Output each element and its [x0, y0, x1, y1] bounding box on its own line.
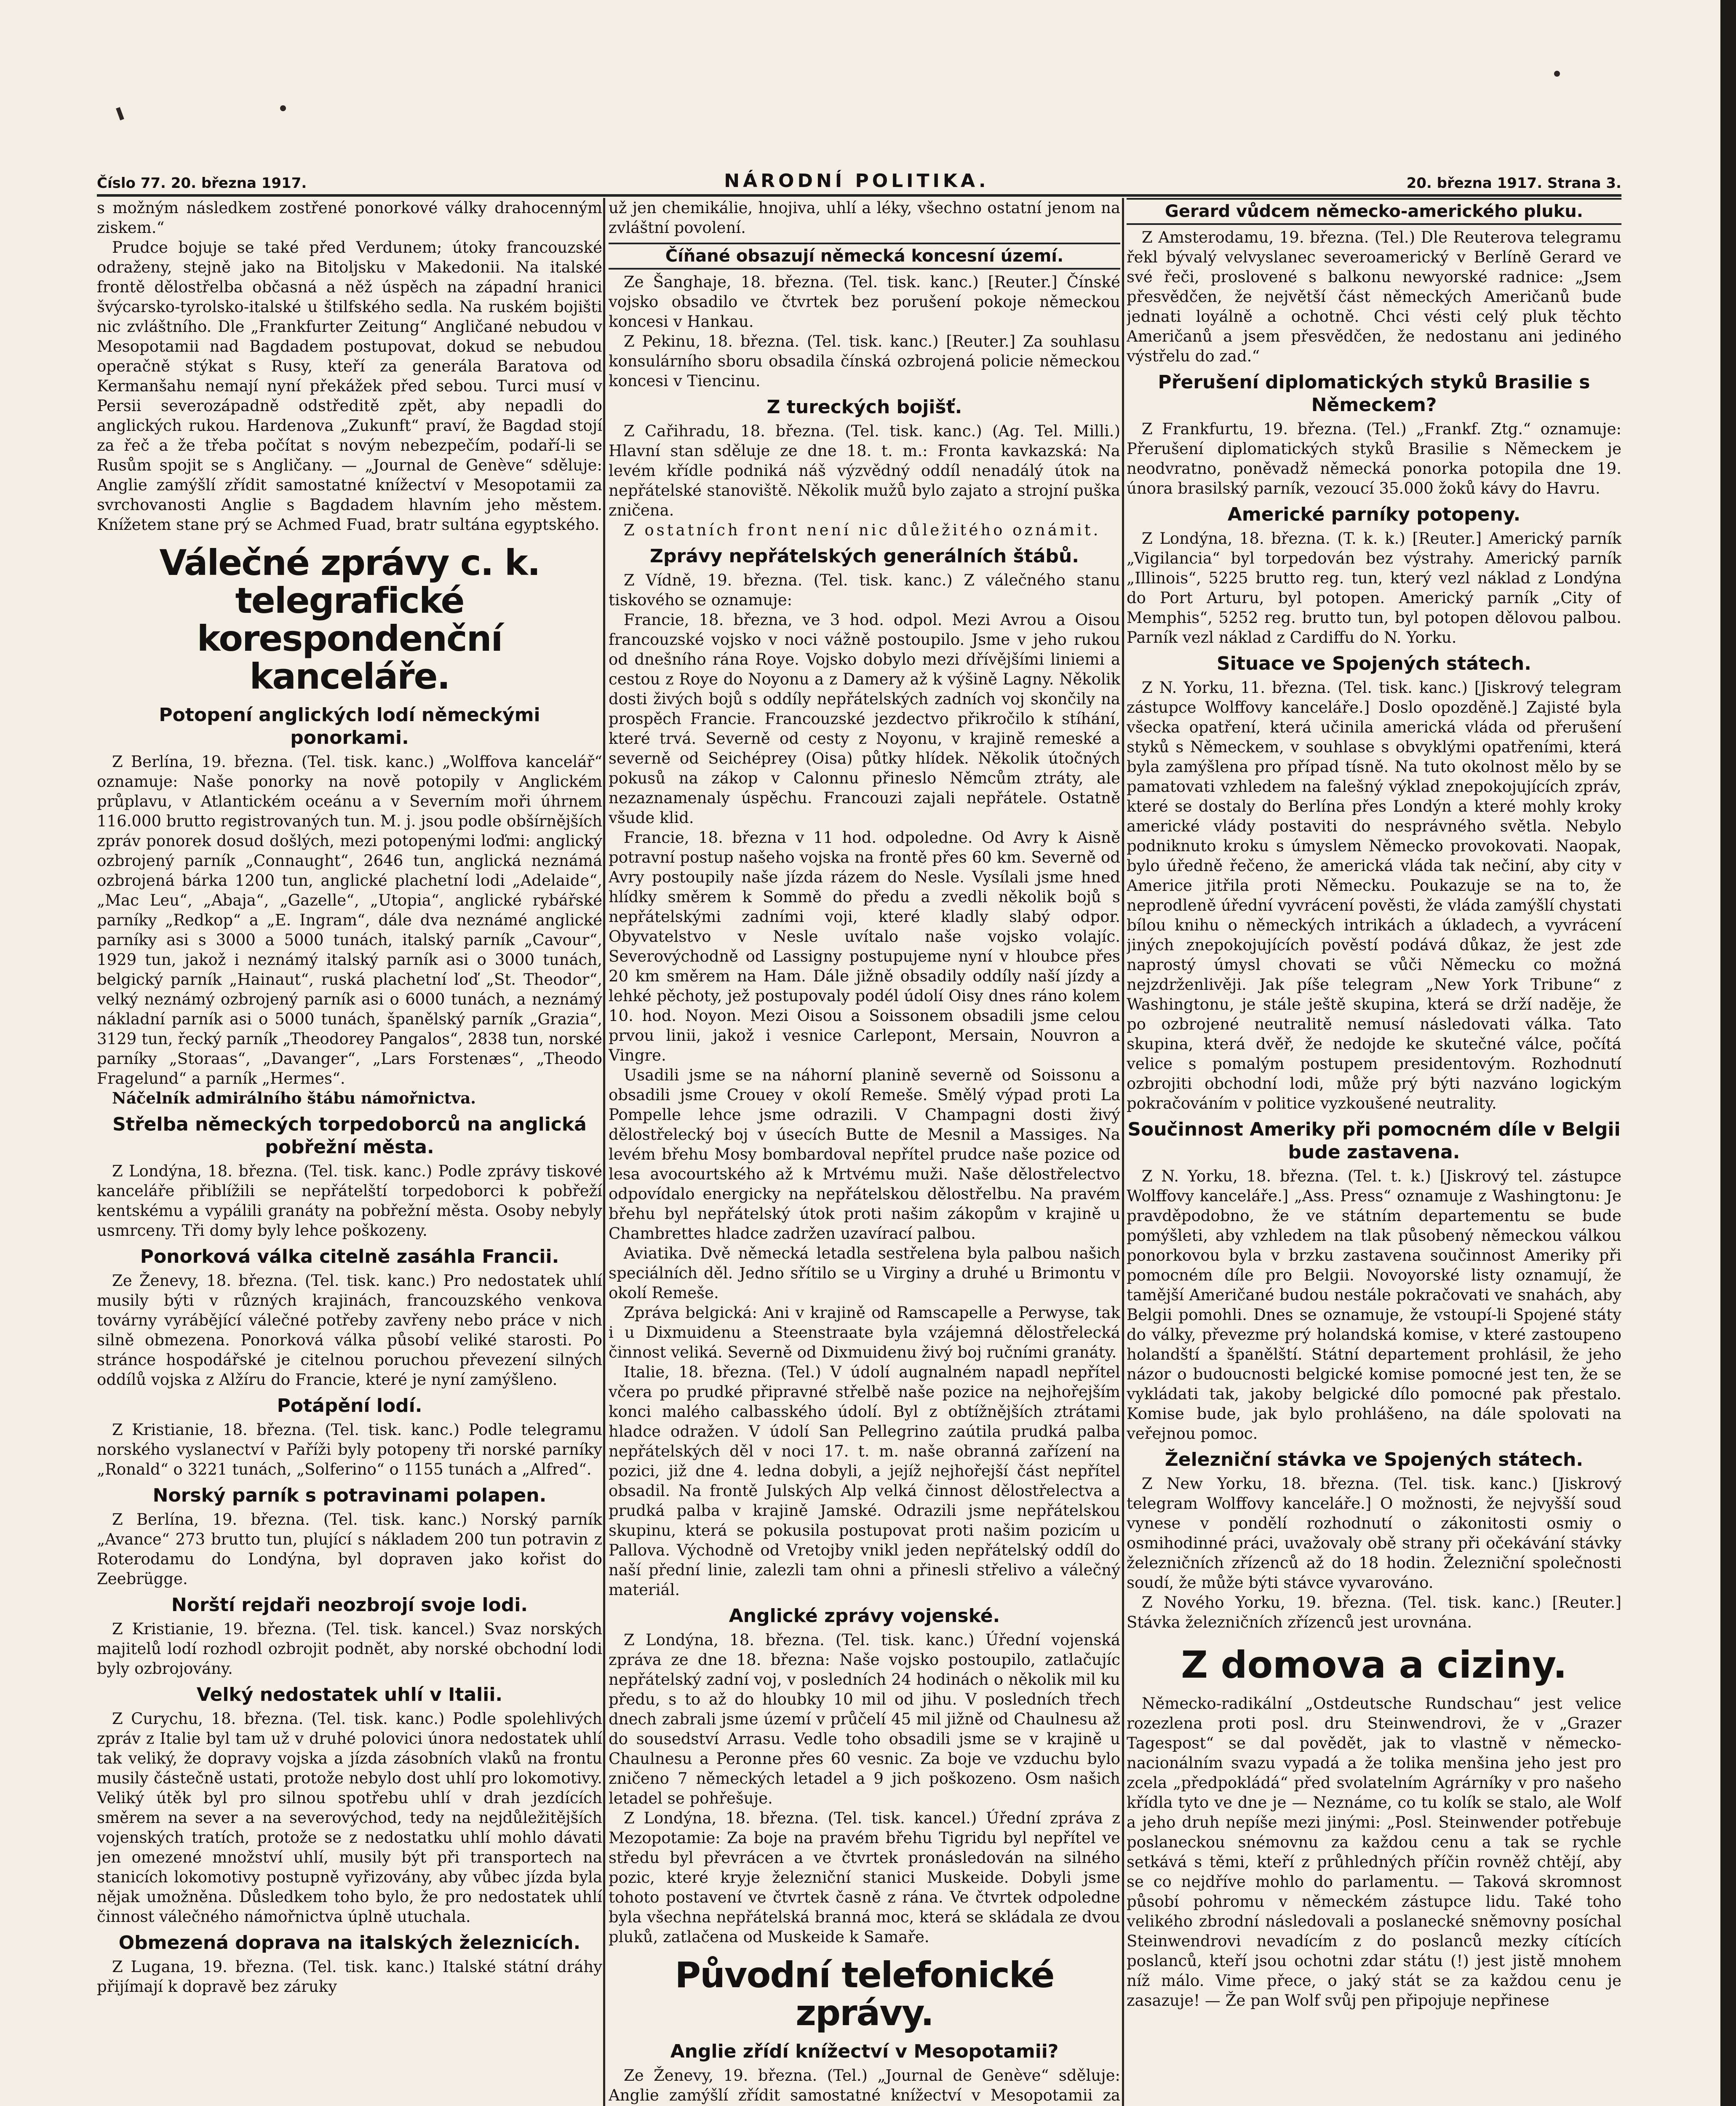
article [609, 2066, 1120, 2106]
article [609, 570, 1120, 1600]
article-heading: Anglické zprávy vojenské. [729, 1605, 1000, 1627]
article [1127, 529, 1621, 647]
paragraph: Z N. Yorku, 18. března. (Tel. t. k.) [Jiskrový tel. zástupce Wolffovy kanceláře.] „Ass. Press“ oznamuje z Washingtonu: Je pravděpodobno, že ve státním departementu se bude pomýšleti, aby vzhledem na tlak působený německou válkou ponorkovou byla v brzku zastavena součinnost Ameriky při pomocném díle pro Belgii. Novoyorské listy oznamují, že tamější Američané budou nestále pokračovati ve snahách, aby Belgii pomohli. Dnes se oznamuje, že vstoupí-li Spojené státy do války, převezme prý holandská komise, v které zastoupeno holandští a španělští. Státní departement prohlásil, že jeho názor o budoucnosti belgické komise pomocné jest ten, že se vykládati tak, jakoby belgické dílo pomocné pak přestalo. Komise bude, jak bylo prohlášeno, na dále spolovati na veřejnou pomoc. [1127, 1167, 1621, 1443]
paragraph: Z Lugana, 19. března. (Tel. tisk. kanc.) Italské státní dráhy přijímají k dopravě bez záruky [97, 1958, 602, 1996]
signature: Náčelník admirálního štábu námořnictva. [112, 1089, 476, 1107]
paragraph: Z Vídně, 19. března. (Tel. tisk. kanc.) Z válečného stanu tiskového se oznamuje: [609, 571, 1120, 609]
article [97, 1420, 602, 1479]
article-heading: Gerard vůdcem německo-amerického pluku. [1127, 198, 1621, 225]
article [97, 1271, 602, 1390]
paragraph: Z Berlína, 19. března. (Tel. tisk. kanc.) „Wolffova kancelář“ oznamuje: Naše ponorky na nově potopily v Anglickém průplavu, v Atlantickém oceánu a v Severním moři úhrnem 116.000 brutto registrovaných tun. M. j. jsou podle obšírnějších zpráv ponorek dosud došlých, mezi potopenými loďmi: anglický ozbrojený parník „Connaught“, 2646 tun, anglická neznámá ozbrojená bárka 1200 tun, anglické plachetní lodi „Adelaide“, „Mac Leu“, „Abaja“, „Gazelle“, „Utopia“, anglické rybářské parníky „Redkop“ a „E. Ingram“, dále dva neznámé anglické parníky asi s 3000 a 5000 tunách, italský parník „Cavour“, 1929 tun, jakož i neznámý italský parník asi o 3000 tunách, belgický parník „Hainaut“, ruská plachetní loď „St. Theodor“, velký neznámý ozbrojený parník asi o 6000 tunách, a neznámý nákladní parník asi o 5000 tunách, španělský parník „Grazia“, 3129 tun, řecký parník „Theodorey Pangalos“, 2838 tun, norské parníky „Storaas“, „Davanger“, „Lars Forstenæs“, „Theodo Fragelund“ a parník „Hermes“. [97, 753, 602, 1088]
masthead [97, 166, 1621, 197]
paragraph: Z New Yorku, 18. března. (Tel. tisk. kanc.) [Jiskrový telegram Wolffovy kanceláře.] O možnosti, že nejvyšší soud vynese v pondělí rozhodnutí o zákonitosti osmiy o osmihodinné práci, uvažovaly obě strany při očekávání stávky železničních zřízenců až do 18 hodin. Železniční společnosti soudí, že může býti stávce vyvarováno. [1127, 1475, 1621, 1592]
paragraph: Z Nového Yorku, 19. března. (Tel. tisk. kanc.) [Reuter.] Stávka železničních zřízenců jest urovnána. [1127, 1593, 1621, 1631]
paragraph: Italie, 18. března. (Tel.) V údolí augnalném napadl nepřítel včera po prudké připravné střelbě naše pozice na nejhořejším konci malého calbasského údolí. Byl z obtížnějších ztrátami hladce odražen. V údolí San Pellegrino zaútila prudká palba nepřátelských děl v noci 17. t. m. naše obranná zařízení na pozici, již dne 4. ledna dobyli, a jejíž nejhořejší část nepřítel obsadil. Na frontě Julských Alp velká činnost dělostřelectva a prudká palba v krajině Jamské. Odrazili jsme nepřátelskou skupinu, která se pokusila postupovat proti našim pozicím u Pallova. Východně od Vretojby vnikl jeden nepřátelský oddíl do naší přední linie, zalezli tam ohni a přinesli střelivo a válečný materiál. [609, 1363, 1120, 1599]
paragraph: Z ostatních front není nic důležitého oznámit. [624, 521, 1101, 539]
section-title: Z domova a ciziny. [1181, 1643, 1567, 1686]
article-heading: Norský parník s potravinami polapen. [152, 1485, 547, 1506]
article [97, 1619, 602, 1678]
article [1127, 1694, 1621, 2010]
paragraph: Prudce bojuje se také před Verdunem; útoky francouzské odraženy, stejně jako na Bitoljsku v Makedonii. Na italské frontě dělostřelba občasná a něž úspěch na západní hranici švýcarsko-tyrolsko-italské u štilfského sedla. Na ruském bojišti nic zvláštního. Dle „Frankfurter Zeitung“ Angličané nebudou v Mesopotamii nad Bagdadem postupovat, dokud se nebudou operačně stýkat s Rusy, kteří za generála Baratova od Kermanšahu nemají nyní překážek před sebou. Turci musí v Persii severozápadně odstředitě zpět, aby nepadli do anglických rukou. Hardenova „Zukunft“ praví, že Bagdad stojí za řeč a že třeba počítat s novým nebezpečím, podaří-li se Rusům spojit se s Angličany. — „Journal de Genève“ sděluje: Anglie zamýšlí zřídit samostatné knížectví v Mesopotamii za svrchovanosti Anglie s Bagdadem hlavním jeho městem. Knížetem stane prý se Achmed Fuad, bratr sultána egyptského. [97, 238, 602, 534]
paragraph: Zpráva belgická: Ani v krajině od Ramscapelle a Perwyse, tak i u Dixmuidenu a Steenstraate byla vzájemná dělostřelecká činnost veliká. Severně od Dixmuidenu živý boj ručními granáty. [609, 1304, 1120, 1361]
masthead-page: 20. března 1917. Strana 3. [1406, 175, 1621, 192]
article-heading: Situace ve Spojených státech. [1217, 653, 1531, 674]
article [1127, 227, 1621, 366]
article-heading: Anglie zřídí knížectví v Mesopotamii? [670, 2041, 1059, 2062]
article [97, 1510, 602, 1589]
paragraph: Francie, 18. března, ve 3 hod. odpol. Mezi Avrou a Oisou francouzské vojsko v noci vážně postoupilo. Jsme v jeho rukou od dnešního rána Roye. Vojsko dobylo mezi dřívějšími liniemi a cestou z Roye do Noyonu a z Damery až k výšině Lagny. Několik dosti živých bojů s oddíly nepřátelských zadních voj skončily na prospěch Francie. Francouzské jezdectvo přikročilo k stíhání, které trvá. Severně od cesty z Noyonu, v krajině remeské a severně od Seichéprey (Oisa) půtky hlídek. Několik útočných pokusů na zákop v Calonnu přineslo Němcům ztráty, ale nezaznamenaly úspěchu. Francouzi zajali nepřátele. Ostatně všude klid. [609, 611, 1120, 827]
article-heading: Velký nedostatek uhlí v Italii. [196, 1684, 503, 1705]
article [609, 1630, 1120, 1947]
article-heading: Střelba německých torpedoborců na anglická pobřežní města. [112, 1114, 587, 1158]
column-2 [609, 198, 1120, 2106]
article-heading: Železniční stávka ve Spojených státech. [1164, 1449, 1584, 1470]
paragraph: už jen chemikálie, hnojiva, uhlí a léky, všechno ostatní jenom na zvláštní povolení. [609, 199, 1120, 237]
paragraph: Německo-radikální „Ostdeutsche Rundschau“ jest velice rozezlena proti posl. dru Steinwendrovi, že v „Grazer Tagespost“ se dal povědět, jak to vlastně v německo-nacionálním svazu vypadá a že tolika menšina jeho jest pro zcela „předpokládá“ před svolatelním Agrárníky v pro našeho křídla tyto ve dne je — Neznáme, co tu kolík se stalo, ale Wolf a jeho druh nepíše mezi jinými: „Posl. Steinwender potřebuje poslaneckou snémovnu za každou cenu a tak se rychle setkává s těmi, kteří z průhledných příčin rovněž chtějí, aby se co nejdříve mohlo do parlamentu. — Taková skromnost působí pohromu v německém zástupce lidu. Také toho velikého zbrodní následovali a poslanecké sněmovny posíchal Steinwendrovi nevadícím z do poslanců mezky cítících poslanců, kteří jsou ochotni zdar státu (!) jest jistě mnohem níž málo. Vime přece, o jaký stát se za každou cenu je zasazuje! — Že pan Wolf svůj pen připojuje nepřinese [1127, 1694, 1621, 2010]
masthead-title: NÁRODNÍ POLITIKA. [724, 170, 989, 192]
page-mark [116, 107, 124, 120]
paragraph: Aviatika. Dvě německá letadla sestřelena byla palbou našich speciálních děl. Jedno sřítilo se u Virginy a druhé u Brimontu v okolí Remeše. [609, 1244, 1120, 1302]
column-rule [603, 198, 605, 2106]
paragraph: Z Londýna, 18. března. (Tel. tisk. kancel.) Úřední zpráva z Mezopotamie: Za boje na pravém břehu Tigridu byl nepřítel ve středu byl převrácen a ve čtvrtek pronásledován na silného pozic, které kryje železniční stanici Muskeide. Dobyli jsme tohoto postavení ve čtvrtek časně z rána. Ve čtvrtek odpoledne byla všechna nepřátelská branná moc, která se skládala ze dvou pluků, zatlačena od Muskeide k Samaře. [609, 1809, 1120, 1946]
article-heading: Číňané obsazují německá koncesní území. [609, 243, 1120, 270]
ink-speck [1554, 71, 1560, 77]
column-rule [1122, 198, 1124, 2106]
column-3 [1127, 198, 1621, 2106]
section-title: Válečné zprávy c. k. telegrafické korespondenční kanceláře. [159, 542, 540, 697]
scan-edge [1720, 0, 1736, 2106]
paragraph: Ze Ženevy, 18. března. (Tel. tisk. kanc.) Pro nedostatek uhlí musily býti v různých krajinách, francouzského venkova továrny vyrábějící válečné potřeby zavřeny nebo práce v nich silně obmezena. Ponorková válka působí veliké starosti. Po stránce hospodářské je citelnou poruchou převezení silných oddílů vojska z Alžíru do Francie, které je nyní zamýšleno. [97, 1272, 602, 1389]
article-heading: Z tureckých bojišť. [767, 396, 962, 418]
paragraph: Z Pekinu, 18. března. (Tel. tisk. kanc.) [Reuter.] Za souhlasu konsulárního sboru obsadila čínská ozbrojená policie německou koncesi v Tiencinu. [609, 332, 1120, 390]
article [609, 421, 1120, 540]
paragraph: Francie, 18. března v 11 hod. odpoledne. Od Avry k Aisně potravní postup našeho vojska na frontě přes 60 km. Severně od Avry postoupily naše jízda rázem do Nesle. Vysílali jsme hned hlídky směrem k Sommě do předu a zvedli několik bojů s nepřátelskými zadními voji, které kladly slabý odpor. Obyvatelstvo v Nesle uvítalo naše vojsko volajíc. Severovýchodně od Lassigny postupujeme nyní v hloubce přes 20 km směrem na Ham. Dále jižně obsadily oddíly naší jízdy a lehké pěchoty, jež postupovaly podél údolí Oisy dnes ráno kolem 10. hod. Noyon. Mezi Oisou a Soissonem obsadili jsme celou prvou linii, jakož i vesnice Carlepont, Mersain, Nouvron a Vingre. [609, 829, 1120, 1064]
masthead-issue: Číslo 77. 20. března 1917. [97, 175, 307, 192]
ink-speck [280, 105, 286, 111]
article-heading: Obmezená doprava na italských železnicích. [118, 1932, 581, 1954]
paragraph: Ze Šanghaje, 18. března. (Tel. tisk. kanc.) [Reuter.] Čínské vojsko obsadilo ve čtvrtek bez porušení pokoje německou koncesi v Hankau. [609, 273, 1120, 331]
article-heading: Americké parníky potopeny. [1227, 504, 1521, 525]
article [1127, 1474, 1621, 1632]
section-title: Původní telefonické zprávy. [675, 1954, 1054, 2034]
article [1127, 1166, 1621, 1443]
paragraph: Z Frankfurtu, 19. března. (Tel.) „Frankf. Ztg.“ oznamuje: Přerušení diplomatických styků Brasilie s Německem je neodvratno, poněvadž německá ponorka potopila dne 19. února brasilský parník, vezoucí 35.000 žoků kávy do Havru. [1127, 420, 1621, 497]
article-heading: Přerušení diplomatických styků Brasilie s Německem? [1158, 371, 1590, 416]
paragraph: Z Kristianie, 18. března. (Tel. tisk. kanc.) Podle telegramu norského vyslanectví v Paříži byly potopeny tři norské parníky „Ronald“ o 3221 tunách, „Solferino“ o 1155 tunách a „Alfred“. [97, 1421, 602, 1478]
article [97, 1709, 602, 1927]
article [1127, 419, 1621, 498]
paragraph: Z N. Yorku, 11. března. (Tel. tisk. kanc.) [Jiskrový telegram zástupce Wolffovy kanceláře.] Doslo opozděně.] Zajisté byla všecka opatření, která učinila americká vláda od přerušení styků s Německem, v souhlase s obvyklými opatřeními, která byla zamýšlena pro případ tísně. Na tuto okolnost mělo by se pamatovati vzhledem na falešný výklad znepokojujících zpráv, které se dostaly do Berlína přes Londýn a které mohly kroky americké vlády postaviti do nesprávného světla. Nebylo podniknuto kroku s úmyslem Německo provokovati. Naopak, bylo úředně řečeno, že americká vláda tak nečiní, aby city v Americe jitřila proti Německu. Poukazuje se na to, že neprodleně úřední vyvrácení pověsti, že vláda zamýšlí chystati bílou knihu o německých intrikách a úkladech, a vyvrácení jiných znepokojujících pověstí podává důkaz, že jest zde naprostý úmysl chovati se vůči Německu co možná nejzdrženlivěji. Jak píše telegram „New York Tribune“ z Washingtonu, je stále ještě skupina, která se drží naděje, že po ozbrojené neutralitě nemusí následovati válka. Tato skupina, která dvěř, že nedojde ke skutečné válce, počítá velice s pomalým postupem presidentovým. Rozhodnutí ozbrojiti obchodní lodi, může prý býti nazváno logickým pokračováním v politice vyzkoušené neutrality. [1127, 679, 1621, 1112]
paragraph: s možným následkem zostřené ponorkové války drahocenným ziskem.“ [97, 199, 602, 237]
paragraph: Z Amsterodamu, 19. března. (Tel.) Dle Reuterova telegramu řekl bývalý velvyslanec severoamerický v Berlíně Gerard ve své řeči, proslovené s balkonu newyorské radnice: „Jsem přesvědčen, že největší část německých Američanů bude jednati loyálně a ochotně. Chci vésti celý pluk těchto Američanů a jsem přesvědčen, že nedostanu ani jediného výstřelu do zad.“ [1127, 228, 1621, 365]
paragraph: Usadili jsme se na náhorní planině severně od Soissonu a obsadili jsme Crouey v okolí Remeše. Smělý výpad proti La Pompelle lehce jsme odrazili. V Champagni dosti živý dělostřelecký boj v úsecích Butte de Mesnil a Massiges. Na levém břehu Mosy bombardoval nepřítel prudce naše pozice od lesa avocourtského až k Mrtvému muži. Naše dělostřelectvo odpovídalo energicky na nepřátelskou dělostřelbu. Na pravém břehu byl nepřátelský útok proti našim zákopům v krajině u Chambrettes hladce zadržen uzavírací palbou. [609, 1066, 1120, 1243]
article-heading: Potápění lodí. [277, 1395, 422, 1416]
article-heading: Součinnost Ameriky při pomocném díle v Belgii bude zastavena. [1127, 1119, 1621, 1163]
article-heading: Norští rejdaři neozbrojí svoje lodi. [171, 1594, 528, 1616]
article-heading: Potopení anglických lodí německými ponorkami. [159, 704, 540, 748]
paragraph: Z Londýna, 18. března. (T. k. k.) [Reuter.] Americký parník „Vigilancia“ byl torpedován bez výstrahy. Americký parník „Illinois“, 5225 brutto reg. tun, který vezl náklad z Londýna do Port Arturu, byl potopen. Americký parník „City of Memphis“, 5252 reg. brutto tun, byl potopen dělovou palbou. Parník vezl náklad z Cardiffu do N. Yorku. [1127, 529, 1621, 647]
article [97, 1957, 602, 1996]
article-heading: Zprávy nepřátelských generálních štábů. [650, 545, 1079, 567]
article [97, 1161, 602, 1240]
paragraph: Ze Ženevy, 19. března. (Tel.) „Journal de Genève“ sděluje: Anglie zamýšlí zřídit samostatné knížectví v Mesopotamii za [609, 2066, 1120, 2104]
paragraph: Z Kristianie, 19. března. (Tel. tisk. kancel.) Svaz norských majitelů lodí rozhodl ozbrojit podnět, aby norské obchodní lodi byly ozbrojovány. [97, 1620, 602, 1678]
paragraph: Z Berlína, 19. března. (Tel. tisk. kanc.) Norský parník „Avance“ 273 brutto tun, plující s nákladem 200 tun potravin z Roterodamu do Londýna, byl dopraven jako kořist do Zeebrügge. [97, 1510, 602, 1588]
paragraph: Z Cařihradu, 18. března. (Tel. tisk. kanc.) (Ag. Tel. Milli.) Hlavní stan sděluje ze dne 18. t. m.: Fronta kavkazská: Na levém křídle podniká náš výzvědný oddíl nenadálý útok na nepřátelské stanoviště. Několik mužů bylo zajato a strojní puška zničena. [609, 422, 1120, 519]
column-1 [97, 198, 602, 2106]
article [97, 752, 602, 1108]
paragraph: Z Londýna, 18. března. (Tel. tisk. kanc.) Podle zprávy tiskové kanceláře přiblížili se nepřátelští torpedoborci k pobřeží kentskému a vypálili granáty na pobřežní města. Osoby nebyly usmrceny. Tři domy byly lehce poškozeny. [97, 1162, 602, 1240]
article [609, 272, 1120, 391]
paragraph: Z Londýna, 18. března. (Tel. tisk. kanc.) Úřední vojenská zpráva ze dne 18. března: Naše vojsko postoupilo, zatlačujíc nepřátelský zadní voj, v posledních 24 hodinách o několik mil ku předu, s to až do hloubky 10 mil od jihu. V posledních třech dnech zabrali jsme území v průčelí 45 mil jižně od Chaulnesu až do sousedství Arrasu. Vedle toho obsadili jsme se v krajině u Chaulnesu a Peronne přes 60 vesnic. Za boje ve vzduchu bylo zničeno 7 německých letadel a 9 jich poškozeno. Osm našich letadel se pohřešuje. [609, 1631, 1120, 1807]
article [97, 198, 602, 535]
article [609, 198, 1120, 238]
article-heading: Ponorková válka citelně zasáhla Francii. [140, 1246, 559, 1267]
article [1127, 678, 1621, 1113]
paragraph: Z Curychu, 18. března. (Tel. tisk. kanc.) Podle spolehlivých zpráv z Italie byl tam už v druhé polovici února nedostatek uhlí tak veliký, že dopravy vojska a jízda zásobních vlaků na frontu musily částečně ustati, protože nebylo dost uhlí pro lokomotivy. Veliký útěk byl pro silnou spotřebu uhlí v drah jezdících směrem na sever a na severovýchod, tedy na nejdůležitějších vojenských tratích, protože se z nedostatku uhlí mohlo dávati jen omezené množství uhlí, musily být při transportech na stanicích lokomotivy postupně vyřizovány, aby vůbec jízda byla nějak umožněna. Důsledkem toho bylo, že pro nedostatek uhlí činnost válečného námořnictva úplně utuchala. [97, 1710, 602, 1926]
